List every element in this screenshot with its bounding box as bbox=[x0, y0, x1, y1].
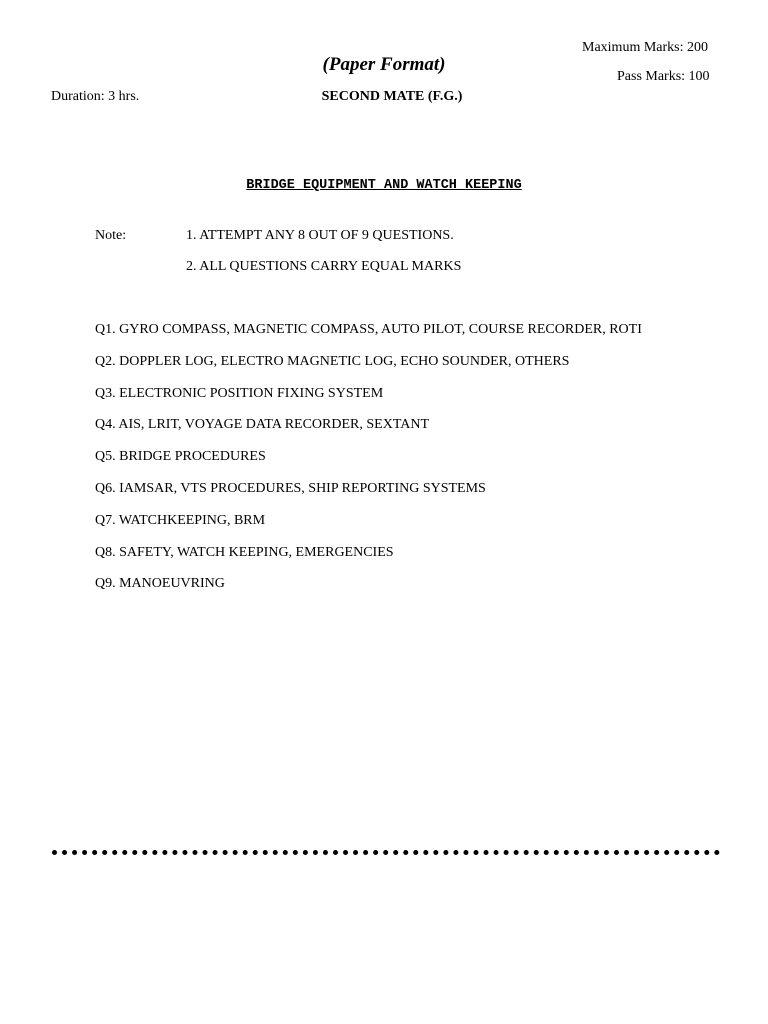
note-label: Note: bbox=[95, 228, 127, 243]
dotted-separator bbox=[52, 850, 720, 855]
question-item: Q2. DOPPLER LOG, ELECTRO MAGNETIC LOG, ECHO SOUNDER, OTHERS bbox=[95, 353, 570, 369]
note-item: 1. ATTEMPT ANY 8 OUT OF 9 QUESTIONS. bbox=[186, 228, 454, 243]
pass-marks: Pass Marks: 100 bbox=[617, 69, 710, 84]
paper-format-title: (Paper Format) bbox=[322, 54, 446, 75]
question-item: Q8. SAFETY, WATCH KEEPING, EMERGENCIES bbox=[95, 544, 394, 560]
duration: Duration: 3 hrs. bbox=[51, 89, 140, 104]
question-item: Q4. AIS, LRIT, VOYAGE DATA RECORDER, SEXTANT bbox=[95, 417, 430, 433]
question-item: Q5. BRIDGE PROCEDURES bbox=[95, 449, 266, 465]
question-item: Q6. IAMSAR, VTS PROCEDURES, SHIP REPORTING SYSTEMS bbox=[95, 480, 486, 496]
question-item: Q1. GYRO COMPASS, MAGNETIC COMPASS, AUTO PILOT, COURSE RECORDER, ROTI bbox=[95, 322, 642, 337]
question-list bbox=[95, 322, 642, 608]
note-item: 2. ALL QUESTIONS CARRY EQUAL MARKS bbox=[186, 259, 462, 274]
maximum-marks: Maximum Marks: 200 bbox=[582, 40, 708, 55]
question-item: Q9. MANOEUVRING bbox=[95, 576, 225, 592]
question-item: Q3. ELECTRONIC POSITION FIXING SYSTEM bbox=[95, 385, 384, 401]
exam-rank: SECOND MATE (F.G.) bbox=[321, 89, 463, 104]
question-item: Q7. WATCHKEEPING, BRM bbox=[95, 512, 266, 528]
subject-heading: BRIDGE EQUIPMENT AND WATCH KEEPING bbox=[246, 178, 522, 193]
